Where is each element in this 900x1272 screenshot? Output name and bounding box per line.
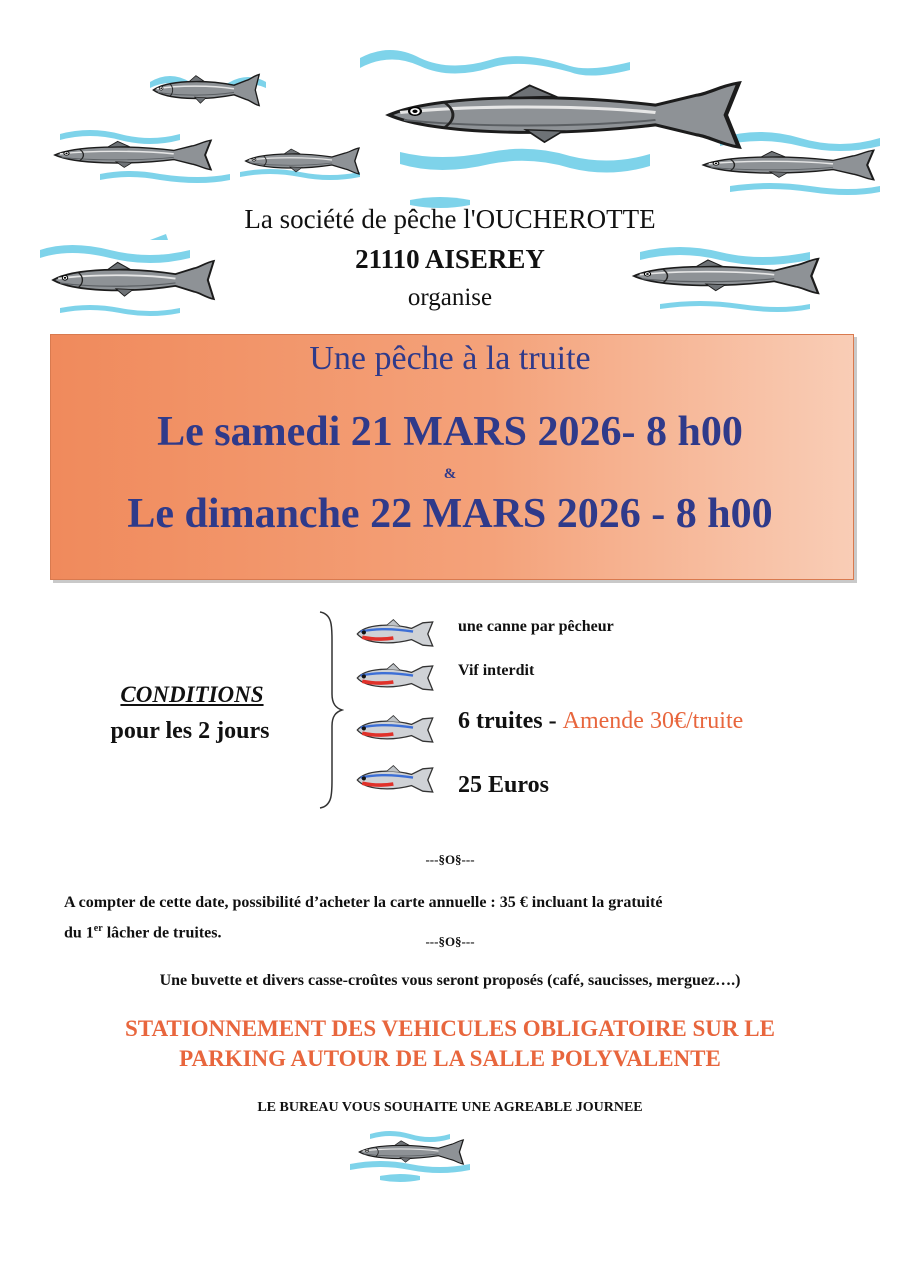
trout-icon [698, 148, 878, 182]
parking-notice-line1: STATIONNEMENT DES VEHICULES OBLIGATOIRE SUR LE [125, 1016, 775, 1041]
condition-trout-limit [458, 708, 743, 735]
event-date-saturday: Le samedi 21 MARS 2026- 8 h00 [157, 409, 743, 455]
organizer-name: La société de pêche l'OUCHEROTTE [244, 204, 656, 234]
condition-fine-text: Amende 30€/truite [562, 708, 744, 734]
parking-notice-line2: PARKING AUTOUR DE LA SALLE POLYVALENTE [179, 1046, 721, 1071]
conditions-title: CONDITIONS [120, 682, 264, 707]
event-date-sunday: Le dimanche 22 MARS 2026 - 8 h00 [127, 491, 773, 537]
trout-icon [356, 1138, 466, 1166]
separator: ---§O§--- [425, 934, 475, 949]
closing-message: LE BUREAU VOUS SOUHAITE UNE AGREABLE JOURNEE [257, 1100, 643, 1115]
conditions-subtitle: pour les 2 jours [110, 718, 270, 744]
organizer-town: 21110 AISEREY [355, 244, 545, 274]
neon-fish-icon [354, 764, 436, 796]
separator: ---§O§--- [425, 852, 475, 867]
neon-fish-icon [354, 662, 436, 694]
annual-card-superscript: er [93, 923, 103, 934]
annual-card-line1: A compter de cette date, possibilité d’acheter la carte annuelle : 35 € incluant la gratuité [64, 894, 663, 911]
annual-card-line2-end: lâcher de truites. [102, 924, 222, 942]
organizer-verb: organise [407, 284, 493, 311]
neon-fish-icon [354, 618, 436, 650]
annual-card-line2-start: du 1 [64, 924, 94, 942]
condition-no-live-bait: Vif interdit [458, 662, 535, 679]
trout-icon [150, 72, 262, 108]
refreshments-info: Une buvette et divers casse-croûtes vous seront proposés (café, saucisses, merguez….) [159, 972, 741, 989]
trout-large-icon [378, 78, 748, 152]
condition-price: 25 Euros [458, 772, 549, 798]
condition-one-rod: une canne par pêcheur [458, 618, 614, 635]
trout-icon [50, 138, 215, 172]
event-title: Une pêche à la truite [309, 340, 591, 377]
neon-fish-icon [354, 714, 436, 746]
event-date-ampersand: & [443, 466, 457, 482]
parking-notice [0, 1014, 900, 1074]
brace-icon [314, 610, 344, 810]
condition-trout-limit-text: 6 truites - [458, 708, 563, 734]
trout-icon [242, 146, 362, 176]
